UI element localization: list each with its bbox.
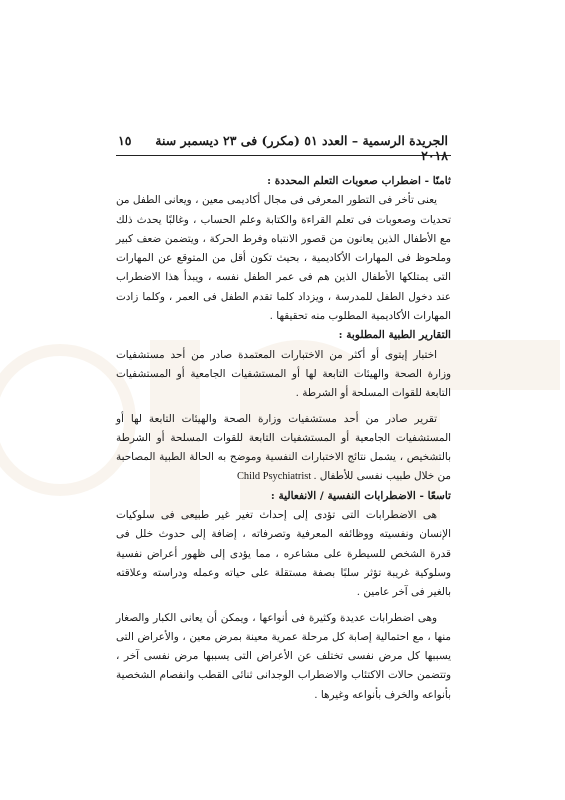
header-title: الجريدة الرسمية – العدد ٥١ (مكرر) فى ٢٣ ديسمبر سنة ٢٠١٨	[155, 133, 448, 163]
page-number: ١٥	[118, 133, 132, 148]
section-title-psychological-disorders: تاسعًا - الاضطرابات النفسية / الانفعالية :	[270, 489, 451, 502]
paragraph: اختبار إيتوى أو أكثر من الاختبارات المعتمدة صادر من أحد مستشفيات وزارة الصحة والهيئات التابعة لها أو المستشفيات الجامعية أو المستشفيات التابعة للقوات المسلحة أو الشرطة .	[116, 348, 451, 400]
page-header	[118, 133, 448, 163]
section-title-learning-disabilities: ثامنًا - اضطراب صعوبات التعلم المحددة :	[267, 175, 451, 187]
paragraph	[116, 410, 451, 487]
paragraph: يعنى تأخر فى التطور المعرفى فى مجال أكاديمى معين ، ويعانى الطفل من تحديات وصعوبات فى تعلم القراءة والكتابة وعلم الحساب ، وغالبًا يحدث ذلك مع الأطفال الذين يعانون من قصور الانتباه وفرط الحركة ، ويتضمن ضعف كبير وملحوظ فى المهارات الأكاديمية ، بحيث تكون أقل من المتوقع عن المهارات التى يمتلكها الأطفال الذين هم فى عمر الطفل نفسه ، ويبدأ هذا الاضطراب عند دخول الطفل للمدرسة ، ويزداد كلما تقدم الطفل فى العمر ، وكلما زادت المهارات الأكاديمية المطلوب منه تحقيقها .	[116, 194, 451, 323]
document-body	[116, 172, 451, 705]
paragraph: هى الاضطرابات التى تؤدى إلى إحداث تغير غير طبيعى فى سلوكيات الإنسان ونفسيته ووظائفه المعرفية وتصرفاته ، إضافة إلى حدوث خلل فى قدرة الشخص للسيطرة على مشاعره ، مما يؤدى إلى ظهور أعراض نفسية وسلوكية غريبة تؤثر سلبًا بصفة مستقلة على حياته وعمله ودراسته وعلاقته بالغير فى آخر عامين .	[116, 509, 451, 599]
latin-term: Child Psychiatrist .	[237, 471, 317, 483]
paragraph-text: تقرير صادر من أحد مستشفيات وزارة الصحة والهيئات التابعة لها أو المستشفيات الجامعية أو المستشفيات التابعة للقوات المسلحة أو الشرطة بالتشخيص ، يشمل نتائج الاختبارات النفسية وموضح به الحالة الطبية المصاحبة من خلال طبيب نفسى للأطفال	[116, 412, 451, 483]
paragraph: وهى اضطرابات عديدة وكثيرة فى أنواعها ، ويمكن أن يعانى الكبار والصغار منها ، مع احتمالية إصابة كل مرحلة عمرية معينة بمرض معين ، والأعراض التى يسببها كل مرض نفسى تختلف عن الأعراض التى يسببها مرض نفسى آخر ، وتتضمن حالات الاكتئاب والاضطراب الوجدانى ثنائى القطب وانفصام الشخصية بأنواعه والخرف بأنواعه وغيرها .	[116, 611, 451, 701]
header-rule	[116, 155, 451, 156]
section-title-medical-reports: التقارير الطبية المطلوبة :	[338, 329, 451, 342]
